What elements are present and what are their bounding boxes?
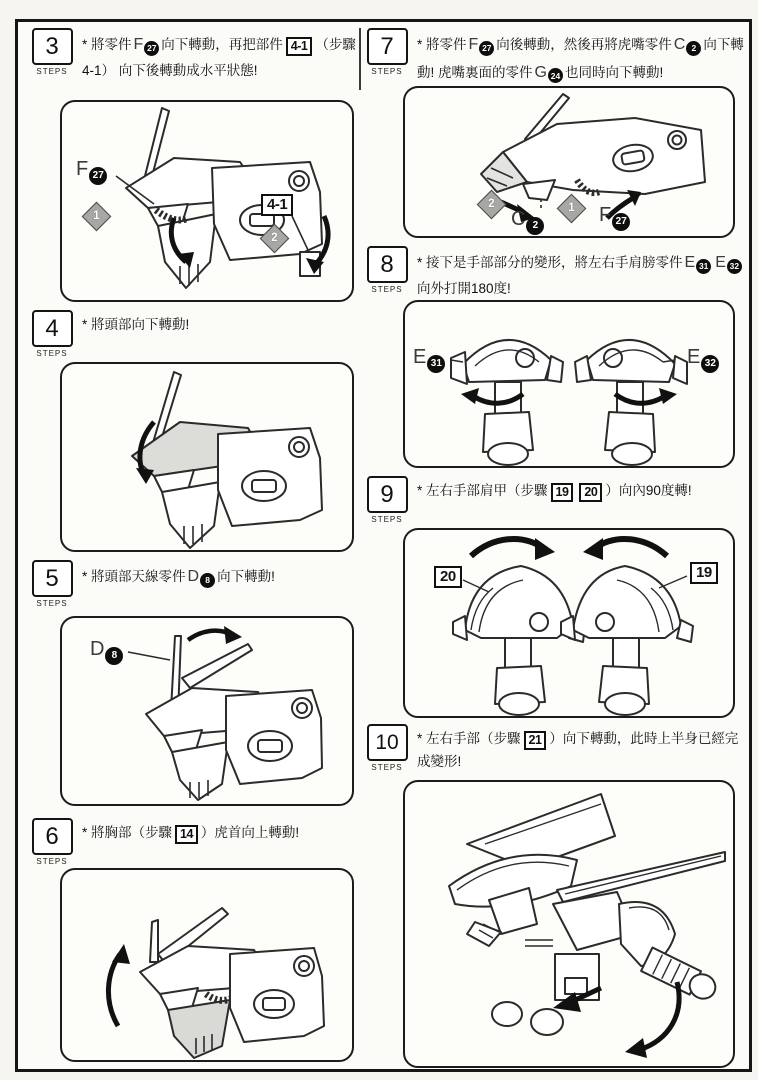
step-10-instruction [417,724,745,773]
step-ref-box-19: 19 [551,483,574,502]
order-badge-1 [561,198,582,219]
instruction-text: ）向下轉動，此時上半身已經完成變形! [417,731,739,770]
part-letter: E [687,346,701,368]
part-label-F27 [597,204,632,231]
step-9-header [365,476,750,524]
instruction-text: * 左右手部（步驟 [417,731,521,746]
steps-caption: STEPS [371,67,403,76]
step-8-figure [403,300,735,468]
part-ref-D8 [186,569,218,584]
order-badge-1 [86,206,107,227]
step-7-header [365,28,750,86]
diamond-badge-icon: 1 [557,194,587,224]
step-3-figure [60,100,354,302]
instruction-text: 向後轉動，然後再將虎嘴零件 [496,37,672,52]
step-10-number-box [365,724,409,772]
step-10-line-art [405,782,733,1066]
step-4-line-art [62,364,352,550]
ref-box-20: 20 [431,566,465,588]
part-ref-E32 [713,255,744,270]
step-ref-box-4-1: 4-1 [286,37,313,56]
part-letter: D [90,638,105,660]
steps-caption: STEPS [36,349,68,358]
instruction-text: * 將頭部天線零件 [82,569,186,584]
step-7-figure [403,86,735,238]
instruction-text: * 左右手部肩甲（步驟 [417,483,548,498]
part-number-circle: 31 [696,259,711,274]
part-ref-F27 [132,37,162,52]
instruction-text: ）向內90度轉! [605,483,692,498]
order-badge-2 [481,194,502,215]
step-4-instruction [82,310,360,336]
step-5-header [30,560,360,608]
step-10-number: 10 [367,724,408,761]
part-number-circle: 8 [105,647,123,665]
step-4-number: 4 [32,310,73,347]
step-9-instruction [417,476,745,502]
part-letter: F [76,158,89,180]
step-4-number-box [30,310,74,358]
step-8-number: 8 [367,246,408,283]
part-letter: G [534,63,547,81]
ref-box-19: 19 [687,562,721,584]
step-6-number: 6 [32,818,73,855]
instruction-text: 向下轉動，再把部件 [161,37,283,52]
step-8-instruction [417,246,745,300]
diamond-badge-icon: 2 [260,224,290,254]
step-7-number-box [365,28,409,76]
step-10-figure [403,780,735,1068]
step-ref-box-20: 20 [579,483,602,502]
part-number-circle: 32 [727,259,742,274]
step-10-header [365,724,750,773]
part-number-circle: 31 [427,355,445,373]
step-5-number: 5 [32,560,73,597]
step-ref-box-14: 14 [175,825,198,844]
part-label-D8 [88,638,125,665]
step-3-number-box [30,28,74,76]
part-letter: E [715,254,726,271]
step-6-instruction [82,818,360,844]
instruction-text: 向下轉動! 虎嘴裏面的零件 [417,37,744,80]
instruction-text: * 接下是手部部分的變形，將左右手肩膀零件 [417,255,683,270]
instruction-text: * 將頭部向下轉動! [82,317,190,332]
step-6-number-box [30,818,74,866]
step-9-number-box [365,476,409,524]
step-9-figure [403,528,735,718]
steps-caption: STEPS [371,285,403,294]
part-ref-F27 [467,37,497,52]
part-label-F27 [74,158,109,185]
instruction-text: （步驟4-1） 向下後轉動成水平狀態! [82,37,356,78]
part-number-circle: 27 [479,41,494,56]
step-9-line-art [405,530,733,716]
step-8-number-box [365,246,409,294]
step-7-number: 7 [367,28,408,65]
part-number-circle: 2 [686,41,701,56]
part-number-circle: 27 [89,167,107,185]
steps-caption: STEPS [371,763,403,772]
step-3-header [30,28,360,82]
step-5-figure [60,616,354,806]
part-number-circle: 32 [701,355,719,373]
part-number-circle: 8 [200,573,215,588]
ref-box-4-1: 4-1 [258,194,296,216]
steps-caption: STEPS [371,515,403,524]
order-badge-2 [264,228,285,249]
step-9-number: 9 [367,476,408,513]
steps-caption: STEPS [36,599,68,608]
diamond-badge-icon: 2 [477,190,507,220]
step-8-header [365,246,750,300]
part-label-E32 [685,346,721,373]
part-letter: E [684,254,696,271]
instruction-text: * 將零件 [82,37,132,52]
part-letter: F [133,36,144,53]
part-label-E31 [411,346,447,373]
step-3-number: 3 [32,28,73,65]
instruction-text: 向外打開180度! [417,280,511,296]
instruction-text: * 將胸部（步驟 [82,825,173,840]
step-3-line-art [62,102,352,300]
step-8-line-art [405,302,733,466]
step-6-line-art [62,870,352,1060]
step-5-number-box [30,560,74,608]
step-6-figure [60,868,354,1062]
part-number-circle: 24 [548,68,563,83]
part-letter: F [468,36,479,53]
steps-caption: STEPS [36,857,68,866]
step-5-instruction [82,560,360,591]
part-ref-C2 [672,37,704,52]
part-letter: F [599,204,612,226]
part-number-circle: 27 [144,41,159,56]
part-label-C2 [509,208,546,235]
step-3-instruction [82,28,360,82]
step-4-header [30,310,360,358]
steps-caption: STEPS [36,67,68,76]
part-number-circle: 27 [612,213,630,231]
step-4-figure [60,362,354,552]
instruction-text: * 將零件 [417,37,467,52]
step-ref-box-21: 21 [524,731,547,750]
part-letter: D [187,568,200,585]
part-number-circle: 2 [526,217,544,235]
step-7-instruction [417,28,745,86]
part-letter: C [511,208,526,230]
part-ref-E31 [683,255,714,270]
part-letter: E [413,346,427,368]
step-6-header [30,818,360,866]
instruction-text: ）虎首向上轉動! [200,825,300,840]
part-ref-G24 [533,65,565,80]
diamond-badge-icon: 1 [82,202,112,232]
part-letter: C [673,36,686,53]
instruction-text: 向下轉動! [217,569,275,584]
instruction-text: 也同時向下轉動! [564,64,664,80]
